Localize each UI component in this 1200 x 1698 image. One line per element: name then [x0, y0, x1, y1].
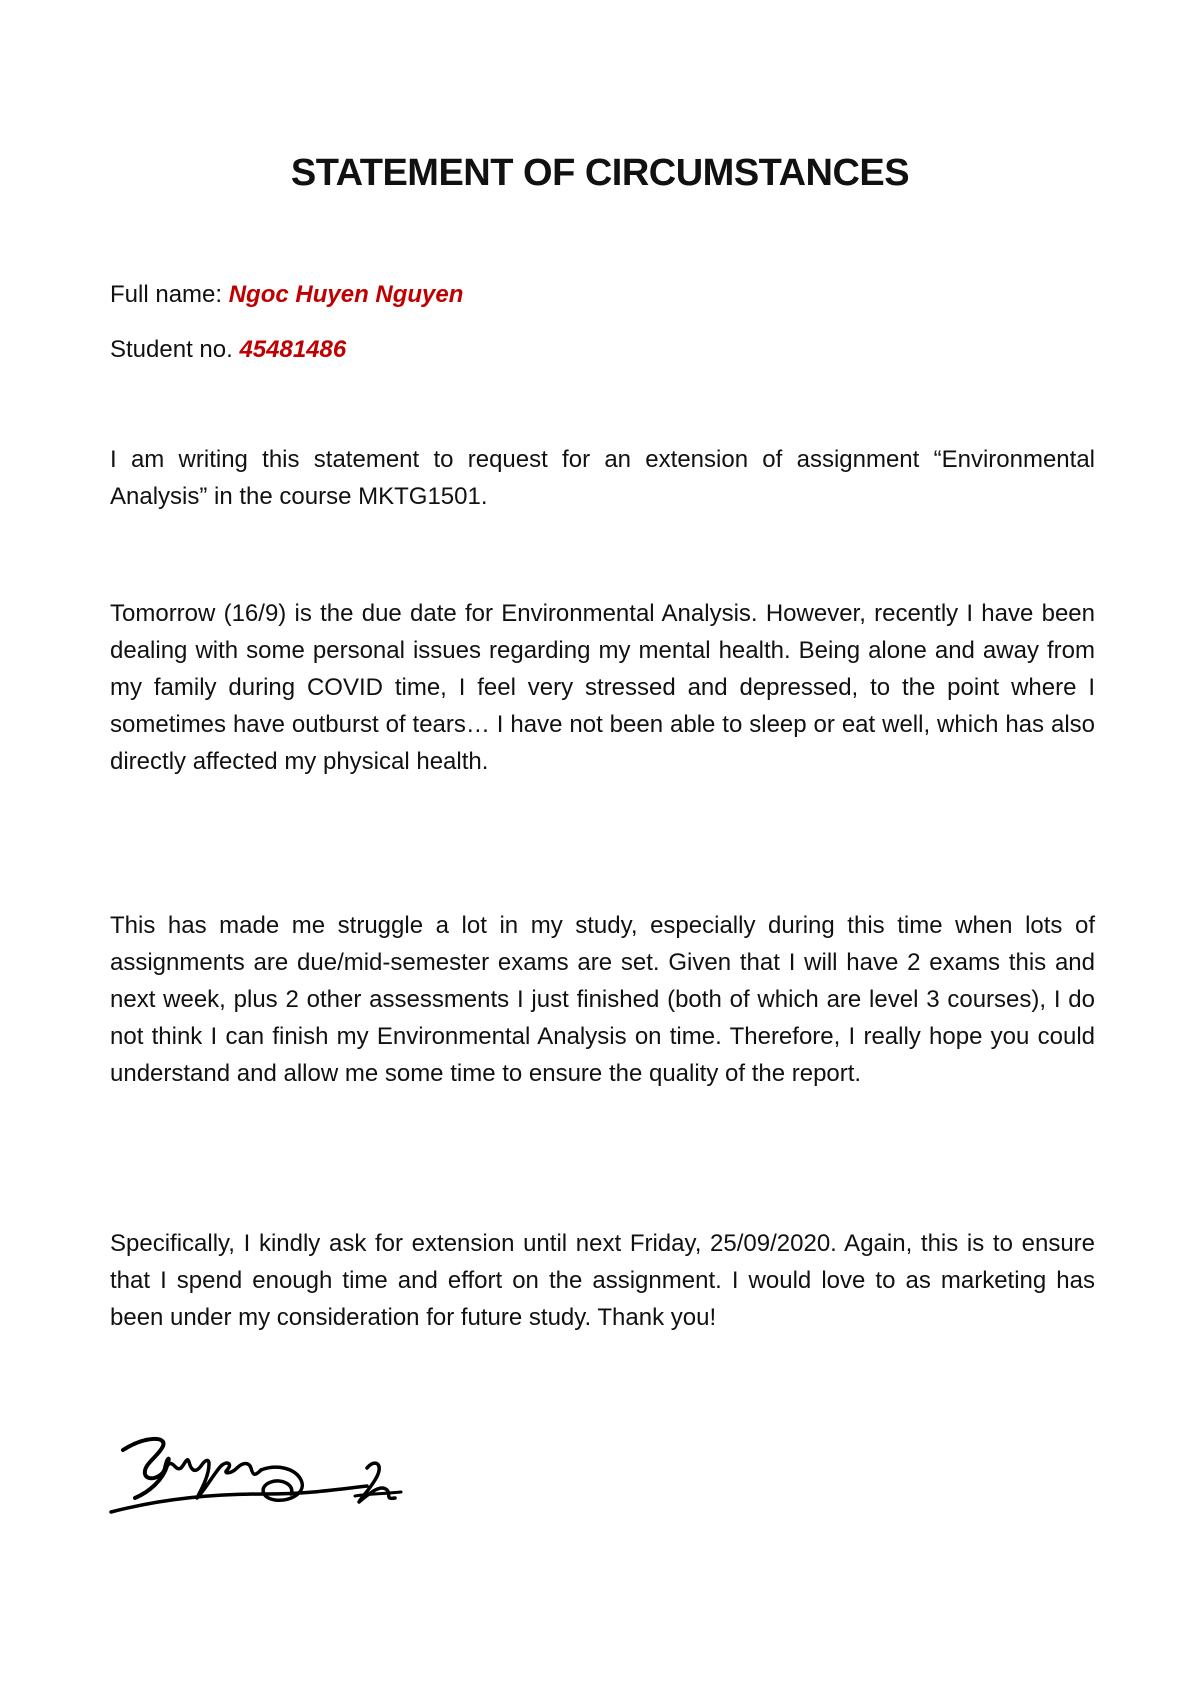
document-title: STATEMENT OF CIRCUMSTANCES: [290, 152, 910, 194]
signature-image: [105, 1428, 410, 1523]
student-no-label: Student no.: [110, 336, 233, 363]
paragraph-impact: This has made me struggle a lot in my study, especially during this time when lots of assignments are due/mid-semester exams are set. Given that I will have 2 exams this and next week, plus 2 other assessments I just finished (both of which are level 3 courses), I do not think I can finish my Environmental Analysis on time. Therefore, I really hope you could understand and allow me some time to ensure the quality of the report.: [110, 912, 1095, 1087]
paragraph-extension-request: Specifically, I kindly ask for extension until next Friday, 25/09/2020. Again, this is to ensure that I spend enough time and effort on the assignment. I would love to as marketing has been under my consideration for future study. Thank you!: [110, 1230, 1095, 1331]
full-name-field: [110, 280, 463, 310]
paragraph-circumstances: Tomorrow (16/9) is the due date for Environmental Analysis. However, recently I have been dealing with some personal issues regarding my mental health. Being alone and away from my family during COVID time, I feel very stressed and depressed, to the point where I sometimes have outburst of tears… I have not been able to sleep or eat well, which has also directly affected my physical health.: [110, 600, 1095, 775]
student-no-value: 45481486: [239, 336, 347, 363]
full-name-value: Ngoc Huyen Nguyen: [228, 281, 464, 308]
paragraph-request: I am writing this statement to request for an extension of assignment “Environmental Analysis” in the course MKTG1501.: [110, 446, 1095, 510]
full-name-label: Full name:: [110, 281, 223, 308]
student-no-field: [110, 335, 346, 365]
